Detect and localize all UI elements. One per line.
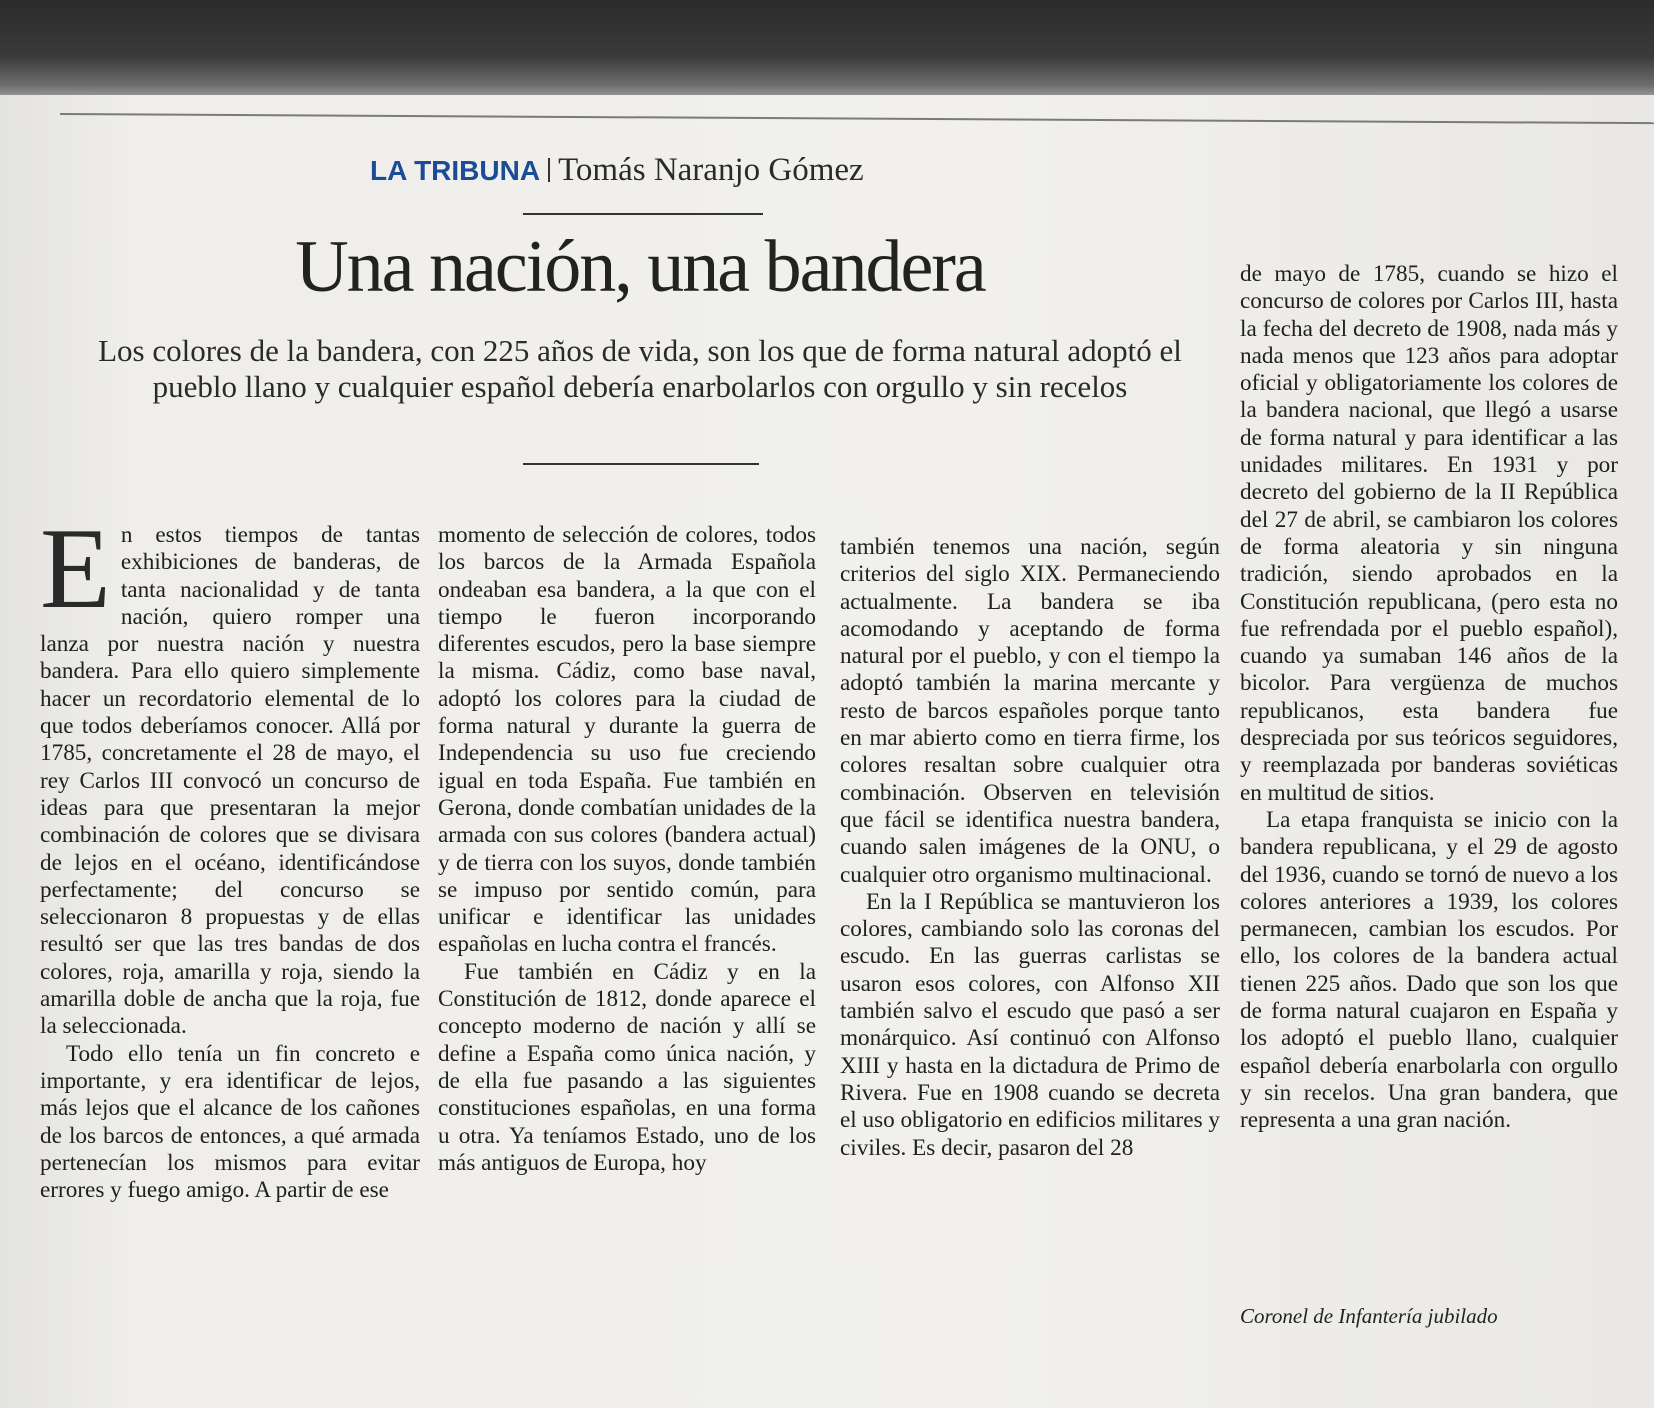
byline-separator <box>548 158 550 182</box>
headline-rule-top <box>523 213 763 215</box>
author-signature: Coronel de Infantería jubilado <box>1240 1304 1498 1328</box>
byline <box>370 148 970 192</box>
section-name: LA TRIBUNA <box>370 155 541 186</box>
body-column-2 <box>438 522 816 1177</box>
column-3-paragraph-2: En la I República se mantuvieron los colores, cambiando solo las coronas del escudo. En las guerras carlistas se usaron esos colores, con Alfonso XII también salvo el escudo que pasó a ser monárquico. Así continuó con Alfonso XIII y hasta en la dictadura de Primo de Rivera. Fue en 1908 cuando se decreta el uso obligatorio en edificios militares y civiles. Es decir, pasaron del 28 <box>840 888 1220 1161</box>
subheadline: Los colores de la bandera, con 225 años de vida, son los que de forma natural adoptó el pueblo llano y cualquier español debería enarbolarlos con orgullo y sin recelos <box>98 333 1182 404</box>
drop-cap: E <box>40 505 111 633</box>
body-column-4 <box>1240 261 1618 1135</box>
column-3-paragraph-1: también tenemos una nación, según criterios del siglo XIX. Permaneciendo actualmente. La bandera se iba acomodando y aceptando de forma natural por el pueblo, y con el tiempo la adoptó también la marina mercante y resto de barcos españoles porque tanto en mar abierto como en tierra firme, los colores resaltan sobre cualquier otra combinación. Observen en televisión que fácil se identifica nuestra bandera, cuando salen imágenes de la ONU, o cualquier otro organismo multinacional. <box>840 534 1220 888</box>
body-column-1 <box>40 505 420 1204</box>
headline: Una nación, una bandera <box>295 226 985 308</box>
author-name: Tomás Naranjo Gómez <box>558 152 864 188</box>
body-column-3 <box>840 534 1220 1162</box>
headline-rule-bottom <box>523 463 759 465</box>
column-2-paragraph-1: momento de selección de colores, todos los barcos de la Armada Española ondeaban esa bandera, a la que con el tiempo le fueron incorporando diferentes escudos, pero la base siempre la misma. Cádiz, como base naval, adoptó los colores para la ciudad de forma natural y durante la guerra de Independencia su uso fue creciendo igual en toda España. Fue también en Gerona, donde combatían unidades de la armada con sus colores (bandera actual) y de tierra con los suyos, donde también se impuso por sentido común, para unificar e identificar las unidades españolas en lucha contra el francés. <box>438 522 816 958</box>
column-4-paragraph-1: de mayo de 1785, cuando se hizo el concurso de colores por Carlos III, hasta la fecha del decreto de 1908, nada más y nada menos que 123 años para adoptar oficial y obligatoriamente los colores de la bandera nacional, que llegó a usarse de forma natural y para identificar a las unidades militares. En 1931 y por decreto del gobierno de la II República del 27 de abril, se cambiaron los colores de forma aleatoria y sin ninguna tradición, siendo aprobados en la Constitución republicana, (pero esta no fue refrendada por el pueblo español), cuando ya sumaban 146 años de la bicolor. Para vergüenza de muchos republicanos, esta bandera fue despreciada por sus teóricos seguidores, y reemplazada por banderas soviéticas en multitud de sitios. <box>1240 261 1618 806</box>
column-1-paragraph-2: Todo ello tenía un fin concreto e importante, y era identificar de lejos, más lejos que el alcance de los cañones de los barcos de entonces, a qué armada pertenecían los mismos para evitar errores y fuego amigo. A partir de ese <box>40 1040 420 1204</box>
column-1-paragraph-1: n estos tiempos de tantas exhibiciones de banderas, de tanta nacionalidad y de tanta nación, quiero romper una lanza por nuestra nación y nuestra bandera. Para ello quiero simplemente hacer un recordatorio elemental de lo que todos deberíamos conocer. Allá por 1785, concretamente el 28 de mayo, el rey Carlos III convocó un concurso de ideas para que presentaran la mejor combinación de colores que se divisara de lejos en el océano, identificándose perfectamente; del concurso se seleccionaron 8 propuestas y de ellas resultó ser que las tres bandas de dos colores, roja, amarilla y roja, siendo la amarilla doble de ancha que la roja, fue la seleccionada. <box>40 522 420 1040</box>
column-2-paragraph-2: Fue también en Cádiz y en la Constitución de 1812, donde aparece el concepto moderno de nación y allí se define a España como única nación, y de ella fue pasando a las siguientes constituciones españolas, en una forma u otra. Ya teníamos Estado, uno de los más antiguos de Europa, hoy <box>438 958 816 1176</box>
column-4-paragraph-2: La etapa franquista se inicio con la bandera republicana, y el 29 de agosto del 1936, cuando se tornó de nuevo a los colores anteriores a 1939, los colores permanecen, cambian los escudos. Por ello, los colores de la bandera actual tienen 225 años. Dado que son los que de forma natural cuajaron en España y los adoptó el pueblo llano, cualquier español debería enarbolarla con orgullo y sin recelos. Una gran bandera, que representa a una gran nación. <box>1240 806 1618 1134</box>
